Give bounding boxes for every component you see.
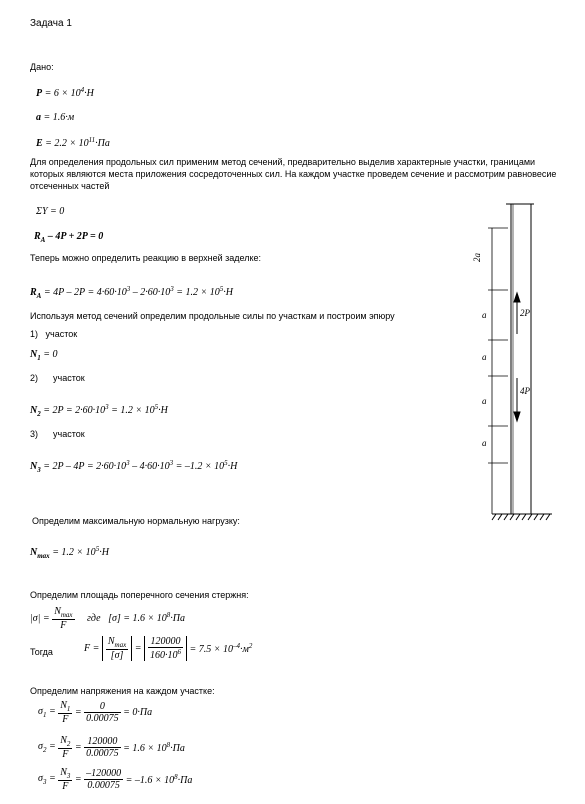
given-p: $P = 6 \times 10^4\cdot Н$	[36, 86, 94, 99]
eq-n1: $N_1 = 0$	[30, 349, 58, 362]
given-e: $E = 2.2 \times 10^{11}\cdot Па$	[36, 136, 110, 149]
page-title: Задача 1	[30, 18, 72, 29]
area-text: Определим площадь поперечного сечения стержня:	[30, 590, 249, 600]
section-1: 1) участок	[30, 329, 78, 339]
rod-diagram	[470, 198, 570, 528]
dim-label-a3: a	[482, 396, 487, 406]
eq-nmax: $N_{max} = 1.2 \times 10^5\cdot Н$	[30, 545, 109, 560]
eq-reaction: $R_A - 4P + 2P = 0$	[34, 231, 104, 244]
dim-label-2a: 2a	[472, 253, 482, 262]
then-label: Тогда	[30, 647, 53, 657]
section-2: 2) участок	[30, 373, 85, 383]
given-label: Дано:	[30, 62, 54, 72]
force-4p-label: 4P	[520, 386, 530, 396]
dim-label-a2: a	[482, 352, 487, 362]
eq-area: F = $\frac{N_{max}}{[\sigma]}$ = $\frac{120000}{160\cdot 10^6}$ = $7.5 \times 10^{-4}\cdot м^2$	[84, 636, 253, 661]
eq-sigma3: $\sigma_3$ = $\frac{N_3}{F}$ = $\frac{-120000}{0.00075}$ = $-1.6 \times 10^8\cdot Па$	[38, 767, 193, 792]
eq-n2: $N_2 = 2P = 2\cdot 60\cdot 10^3 = 1.2 \times 10^5\cdot Н$	[30, 403, 168, 418]
force-2p-label: 2P	[520, 308, 530, 318]
max-text: Определим максимальную нормальную нагрузку:	[32, 516, 240, 526]
eq-sigma1: $\sigma_1$ = $\frac{N_1}{F}$ = $\frac{0}{0.00075}$ = 0·Па	[38, 700, 153, 725]
method-text: Используя метод сечений определим продольные силы по участкам и построим эпюру	[30, 311, 395, 321]
dim-label-a1: a	[482, 310, 487, 320]
eq-sum-y: ΣY = 0	[36, 206, 65, 217]
eq-reaction-full: $R_A = 4P - 2P = 4\cdot 60\cdot 10^3 - 2\cdot 60\cdot 10^3 = 1.2 \times 10^5\cdot Н$	[30, 285, 233, 300]
dimension-line	[488, 228, 508, 514]
reaction-text: Теперь можно определить реакцию в верхней заделке:	[30, 253, 262, 263]
dim-label-a4: a	[482, 438, 487, 448]
intro-paragraph: Для определения продольных сил применим метод сечений, предварительно выделив характерные участки, границами которых являются места приложения сосредоточенных сил. На каждом участке проведем сечение и рассмотрим равновесие отсеченных частей	[30, 157, 557, 191]
bottom-support	[492, 514, 552, 520]
stress-text: Определим напряжения на каждом участке:	[30, 686, 215, 696]
force-4p-arrow	[514, 378, 520, 421]
eq-n3: $N_3 = 2P - 4P = 2\cdot 60\cdot 10^3 - 4\cdot 60\cdot 10^3 = -1.2 \times 10^5\cdot Н$	[30, 459, 238, 474]
eq-sigma2: $\sigma_2$ = $\frac{N_2}{F}$ = $\frac{120000}{0.00075}$ = $1.6 \times 10^8\cdot Па$	[38, 735, 185, 760]
eq-area-condition: |σ| = $\frac{N_{max}}{F}$ где $[\sigma] = 1.6 \times 10^8\cdot Па$	[30, 606, 186, 631]
section-3: 3) участок	[30, 429, 85, 439]
given-a: a = 1.6·м	[36, 112, 75, 123]
rod	[511, 204, 531, 514]
